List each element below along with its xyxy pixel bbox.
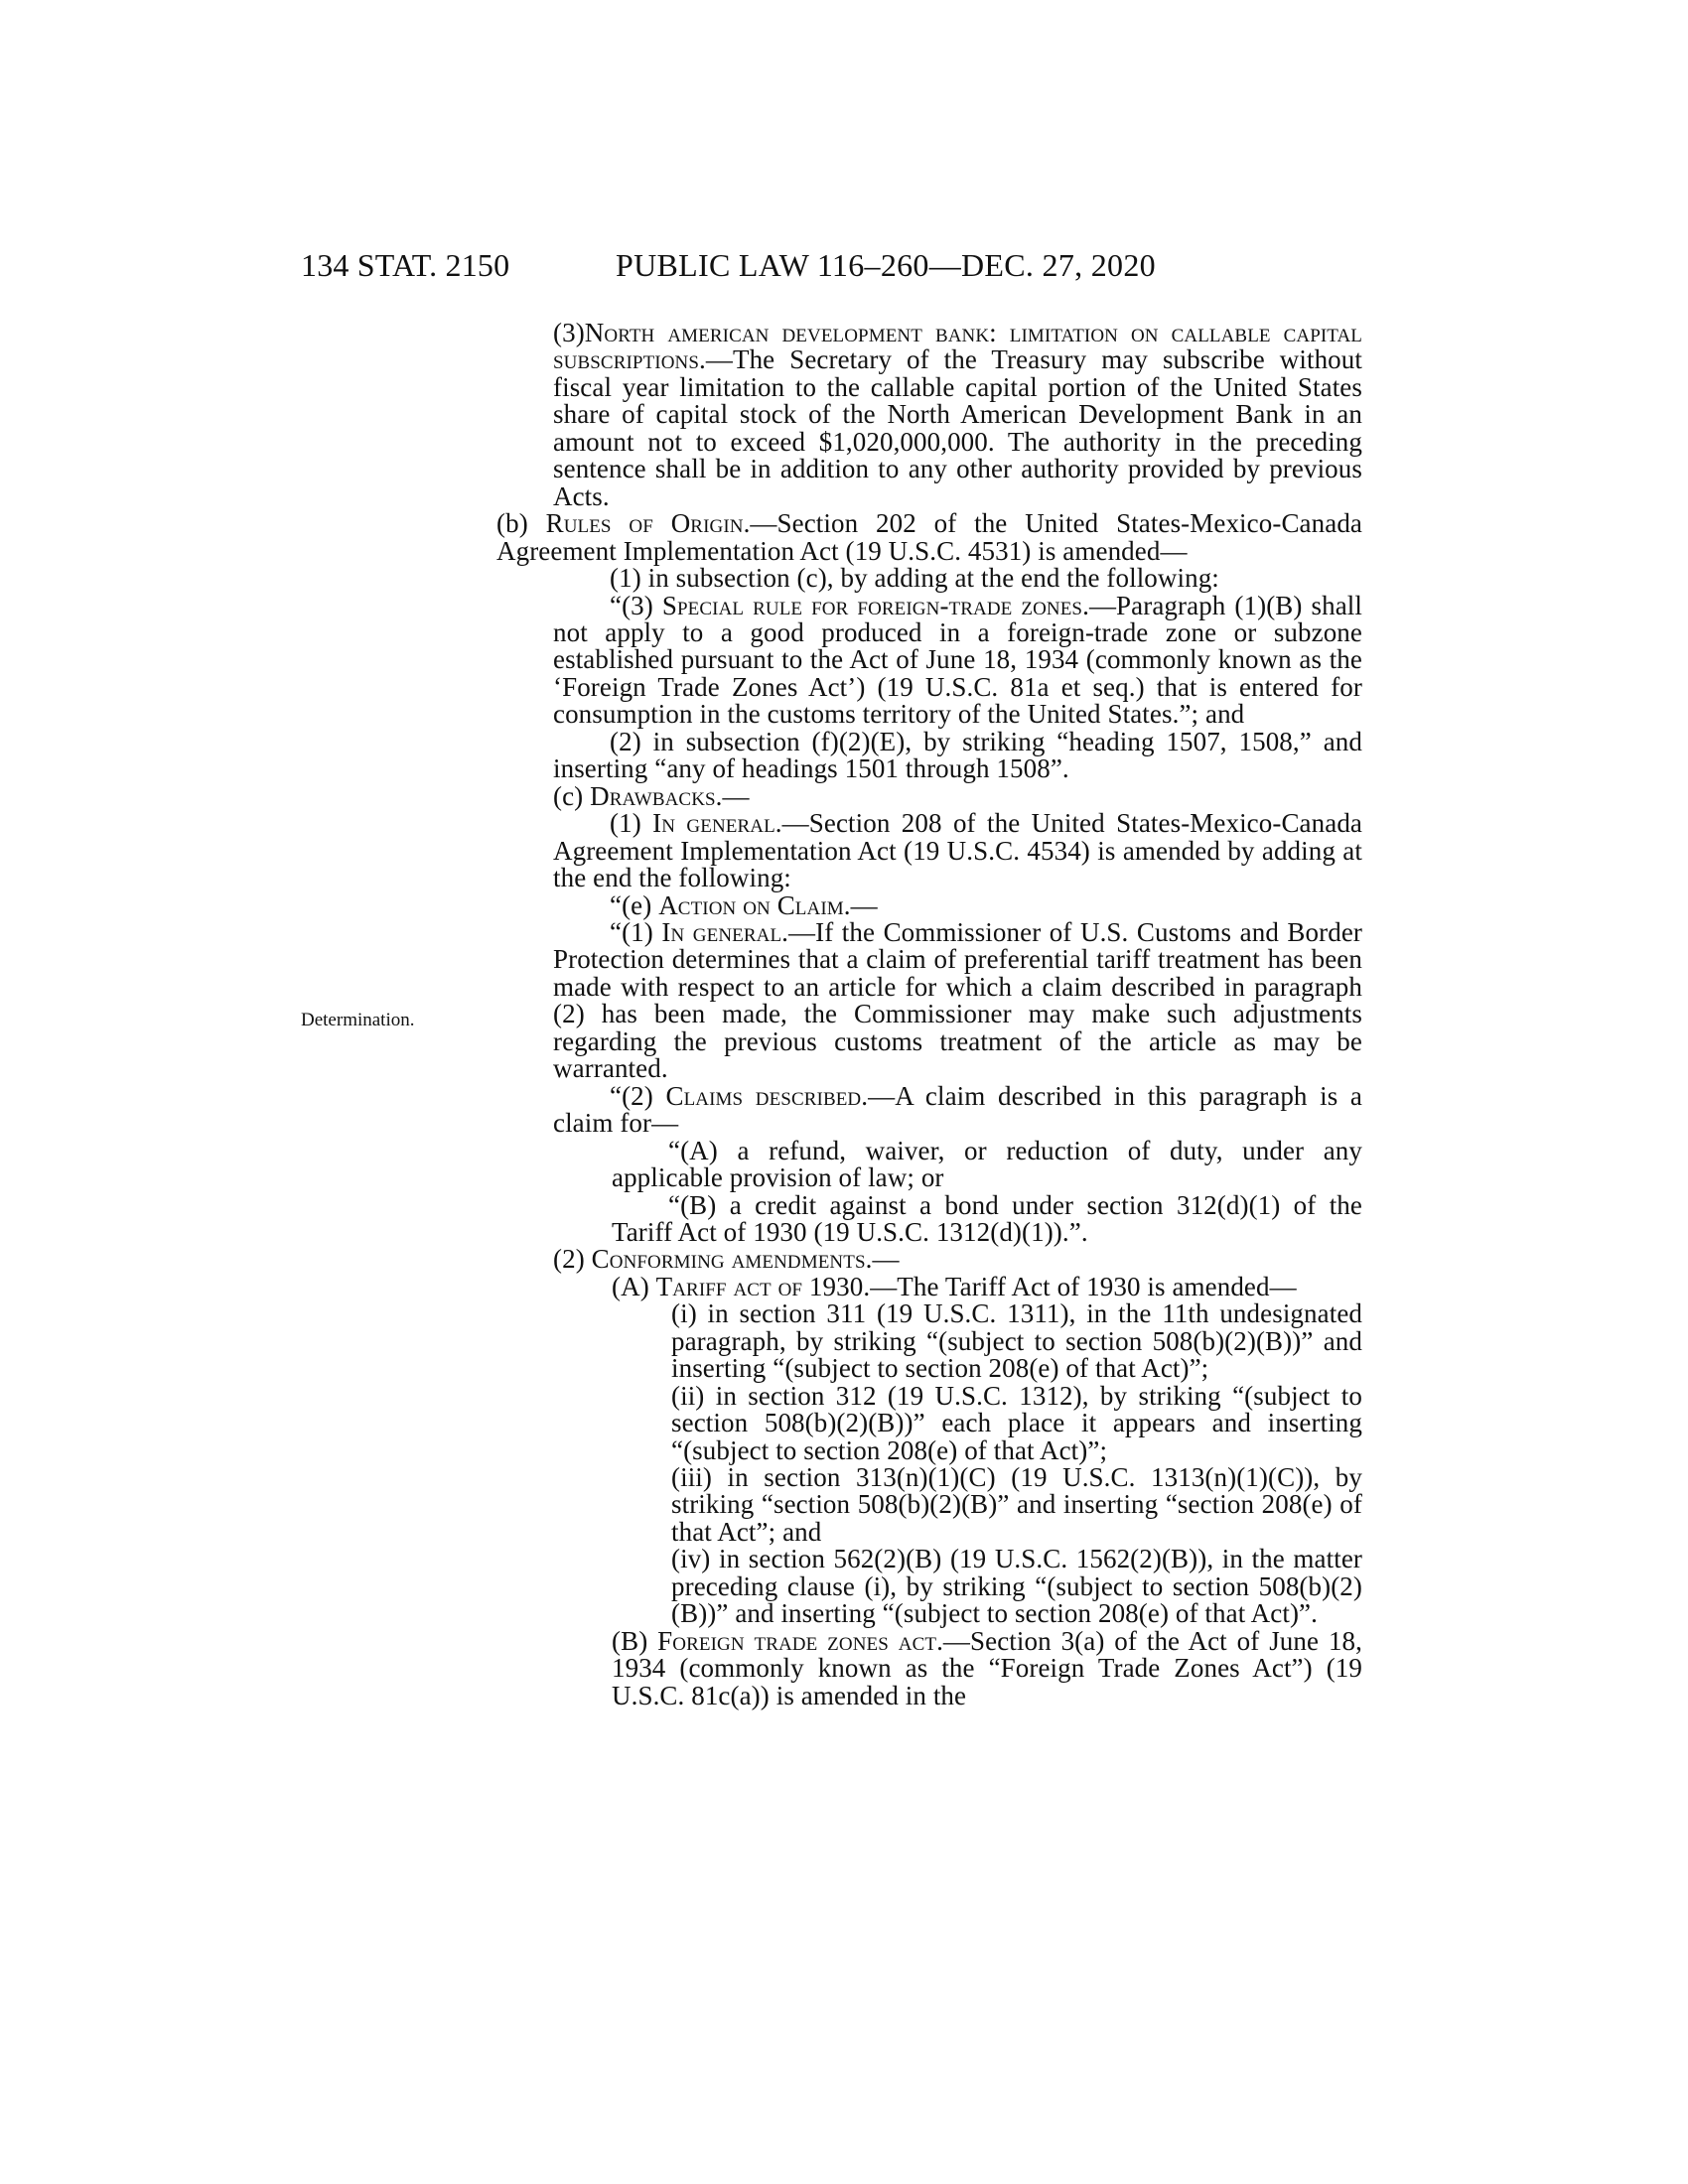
paragraph-b1: (1) in subsection (c), by adding at the end the following: [610,563,1219,594]
paragraph-c2-a: (A) Tariff act of 1930.—The Tariff Act of 1930 is amended— [612,1271,1297,1301]
page-stat-citation: 134 STAT. 2150 [301,247,510,283]
paragraph-c2-a-iv: (iv) in section 562(2)(B) (19 U.S.C. 1562(2)(B)), in the matter preceding clause (i), by striking “(subject to section 508(b)(2)(B))” and inserting “(subject to section 208(e) of that Act)”. [671,1544,1362,1629]
paragraph-c: (c) Drawbacks.— [553,780,750,811]
paragraph-c-e: “(e) Action on Claim.— [610,889,878,920]
margin-note: Determination. [301,1010,415,1030]
paragraph-c2-b: (B) Foreign trade zones act.—Section 3(a) of the Act of June 18, 1934 (commonly known as the “Foreign Trade Zones Act”) (19 U.S.C. 81c(a)) is amended in the [612,1625,1362,1710]
paragraph-c2: (2) Conforming amendments.— [553,1244,900,1275]
paragraph-c-e2-b: “(B) a credit against a bond under section 312(d)(1) of the Tariff Act of 1930 (19 U.S.C. 1312(d)(1)).”. [612,1189,1362,1247]
paragraph-c2-a-i: (i) in section 311 (19 U.S.C. 1311), in the 11th undesignated paragraph, by striking “(subject to section 508(b)(2)(B))” and inserting “(subject to section 208(e) of that Act)”; [671,1298,1362,1384]
paragraph-b2: (2) in subsection (f)(2)(E), by striking “heading 1507, 1508,” and inserting “any of headings 1501 through 1508”. [553,726,1362,784]
paragraph-c-e2: “(2) Claims described.—A claim described in this paragraph is a claim for— [553,1080,1362,1139]
paragraph-c-e2-a: “(A) a refund, waiver, or reduction of duty, under any applicable provision of law; or [612,1135,1362,1193]
paragraph-c1: (1) In general.—Section 208 of the United States-Mexico-Canada Agreement Implementation Act (19 U.S.C. 4534) is amended by adding at the end the following: [553,808,1363,893]
paragraph-b1-quote: “(3) Special rule for foreign-trade zones.—Paragraph (1)(B) shall not apply to a good produced in a foreign-trade zone or subzone established pursuant to the Act of June 18, 1934 (commonly known as the ‘Foreign Trade Zones Act’) (19 U.S.C. 81a et seq.) that is entered for consumption in the customs territory of the United States.”; and [553,590,1362,730]
paragraph-b: (b) Rules of Origin.—Section 202 of the United States-Mexico-Canada Agreement Implementation Act (19 U.S.C. 4531) is amended— [496,508,1362,566]
paragraph-c2-a-iii: (iii) in section 313(n)(1)(C) (19 U.S.C. 1313(n)(1)(C)), by striking “section 508(b)(2)(B)” and inserting “section 208(e) of that Act”; and [671,1462,1362,1547]
document-body [496,320,1362,1709]
paragraph-c-e1: “(1) In general.—If the Commissioner of U.S. Customs and Border Protection determines that a claim of preferential tariff treatment has been made with respect to an article for which a claim described in paragraph (2) has been made, the Commissioner may make such adjustments regarding the previous customs treatment of the article as may be warranted. [553,916,1362,1084]
page-running-title: PUBLIC LAW 116–260—DEC. 27, 2020 [616,247,1156,283]
paragraph-c2-a-ii: (ii) in section 312 (19 U.S.C. 1312), by striking “(subject to section 508(b)(2)(B))” each place it appears and inserting “(subject to section 208(e) of that Act)”; [671,1380,1362,1465]
paragraph-a3: (3)North american development bank: limitation on callable capital subscriptions.—The Secretary of the Treasury may subscribe without fiscal year limitation to the callable capital portion of the United States share of capital stock of the North American Development Bank in an amount not to exceed $1,020,000,000. The authority in the preceding sentence shall be in addition to any other authority provided by previous Acts. [553,318,1362,511]
